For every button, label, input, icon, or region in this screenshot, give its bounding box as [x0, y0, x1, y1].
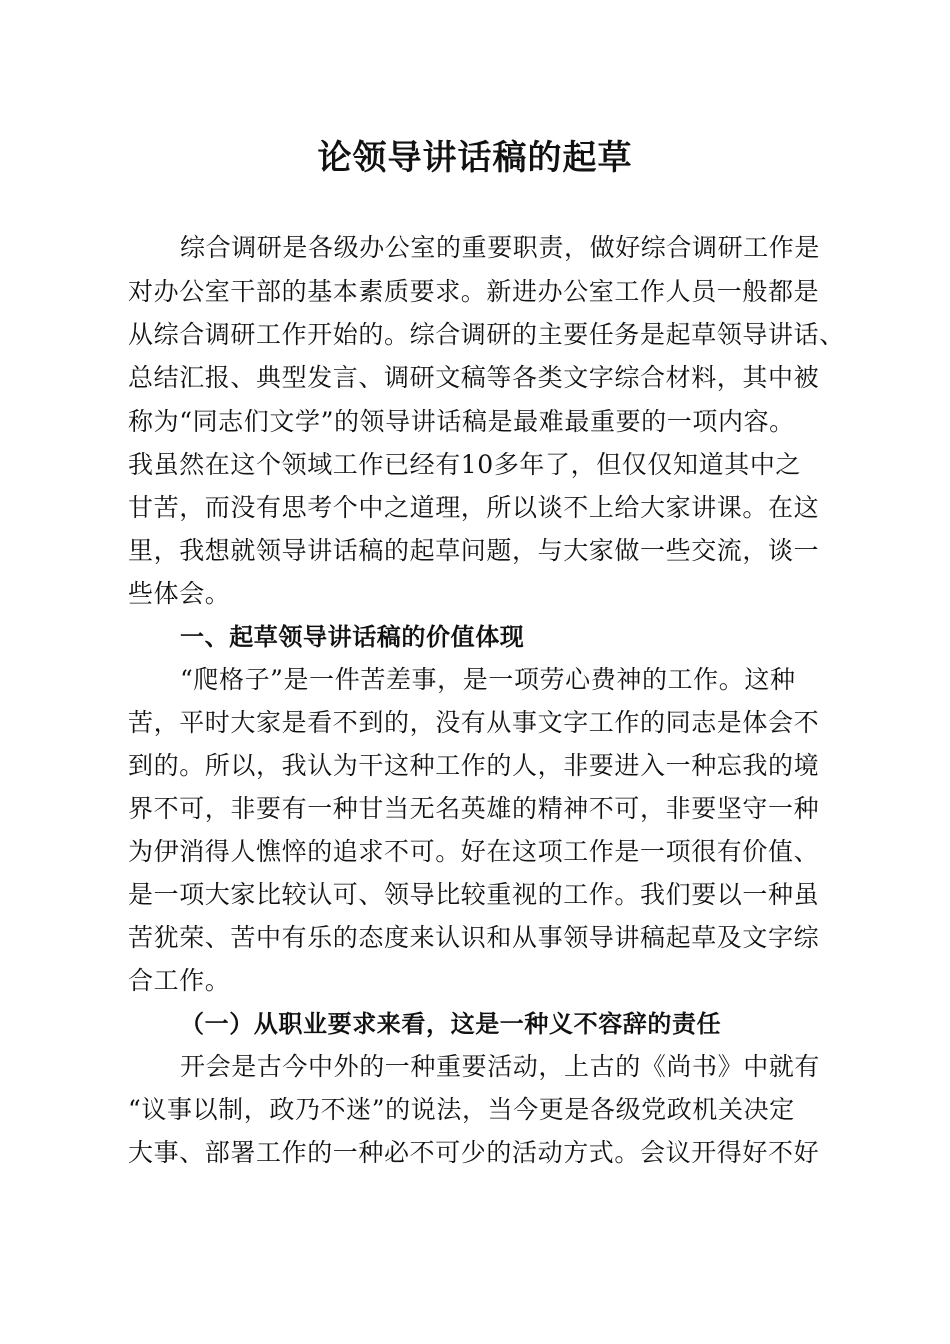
paragraph-line: 为伊消得人憔悴的追求不可。好在这项工作是一项很有价值、: [128, 837, 820, 866]
paragraph-line: 总结汇报、典型发言、调研文稿等各类文字综合材料，其中被: [128, 363, 820, 392]
paragraph-line: 对办公室干部的基本素质要求。新进办公室工作人员一般都是: [128, 277, 820, 306]
paragraph-line: “爬格子”是一件苦差事，是一项劳心费神的工作。这种: [180, 665, 796, 694]
subsection-heading: （一）从职业要求来看，这是一种义不容辞的责任: [180, 1010, 722, 1038]
paragraph-line: “议事以制，政乃不迷”的说法，当今更是各级党政机关决定: [128, 1095, 795, 1124]
document-title: 论领导讲话稿的起草: [317, 138, 633, 178]
paragraph-line: 合工作。: [128, 966, 231, 995]
section-heading: 一、起草领导讲话稿的价值体现: [180, 623, 525, 651]
paragraph-line: 界不可，非要有一种甘当无名英雄的精神不可，非要坚守一种: [128, 794, 820, 823]
paragraph-line: 苦犹荣、苦中有乐的态度来认识和从事领导讲稿起草及文字综: [128, 923, 820, 952]
paragraph-line: 大事、部署工作的一种必不可少的活动方式。会议开得好不好: [128, 1138, 820, 1167]
paragraph-line: 里，我想就领导讲话稿的起草问题，与大家做一些交流，谈一: [128, 536, 820, 565]
paragraph-line: 些体会。: [128, 579, 231, 608]
paragraph-line: 甘苦，而没有思考个中之道理，所以谈不上给大家讲课。在这: [128, 493, 820, 522]
paragraph-line: 苦，平时大家是看不到的，没有从事文字工作的同志是体会不: [128, 708, 820, 737]
paragraph-line: 综合调研是各级办公室的重要职责，做好综合调研工作是: [180, 233, 821, 262]
paragraph-line: 开会是古今中外的一种重要活动，上古的《尚书》中就有: [180, 1052, 821, 1081]
paragraph-line: 称为“同志们文学”的领导讲话稿是最难最重要的一项内容。: [128, 407, 795, 436]
paragraph-line: 是一项大家比较认可、领导比较重视的工作。我们要以一种虽: [128, 880, 820, 909]
paragraph-line: 从综合调研工作开始的。综合调研的主要任务是起草领导讲话、: [128, 320, 845, 349]
paragraph-line: 到的。所以，我认为干这种工作的人，非要进入一种忘我的境: [128, 751, 820, 780]
paragraph-line: 我虽然在这个领域工作已经有10多年了，但仅仅知道其中之: [128, 450, 802, 479]
